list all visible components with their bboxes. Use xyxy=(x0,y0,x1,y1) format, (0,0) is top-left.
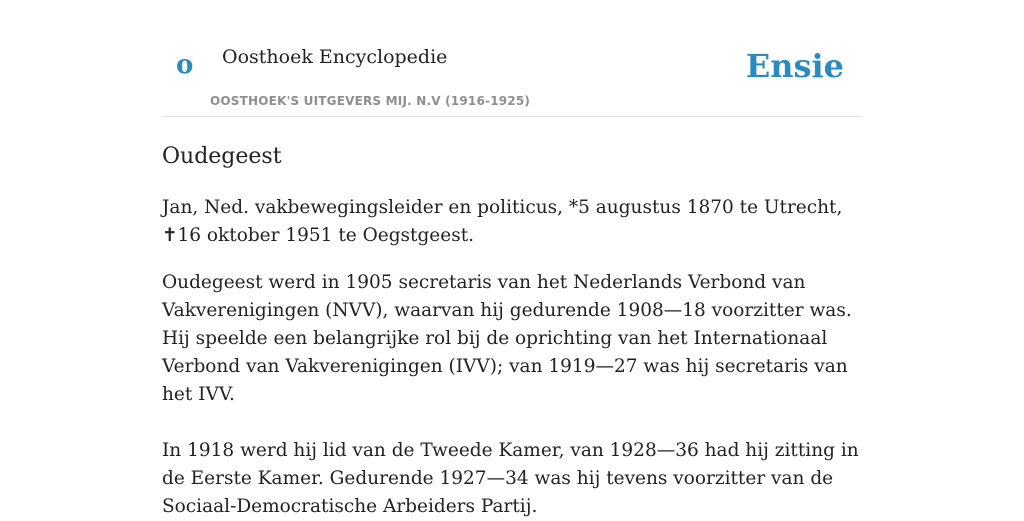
entry-title: Oudegeest xyxy=(162,144,282,169)
page-container xyxy=(162,0,862,521)
header xyxy=(162,0,862,117)
site-title-link[interactable]: Oosthoek Encyclopedie xyxy=(222,46,448,68)
ensie-logo-link[interactable]: Ensie xyxy=(745,47,844,85)
logo-icon[interactable]: o xyxy=(176,50,194,80)
entry-paragraph-intro: Jan, Ned. vakbewegingsleider en politicus, *5 augustus 1870 te Utrecht, ✝16 oktober 1951 te Oegstgeest. xyxy=(162,197,843,247)
entry-paragraph-career: Oudegeest werd in 1905 secretaris van het Nederlands Verbond van Vakverenigingen (NVV), waarvan hij gedurende 1908—18 voorzitter was. Hij speelde een belangrijke rol bij de oprichting van het Internationaal Verbond van Vakverenigingen (IVV); van 1919—27 was hij secretaris van het IVV. xyxy=(162,272,852,406)
publisher-label: OOSTHOEK'S UITGEVERS MIJ. N.V (1916-1925) xyxy=(210,94,531,108)
entry-paragraph-politics: In 1918 werd hij lid van de Tweede Kamer, van 1928—36 had hij zitting in de Eerste Kamer. Gedurende 1927—34 was hij tevens voorzitter van de Sociaal-Democratische Arbeiders Partij. xyxy=(162,440,859,518)
